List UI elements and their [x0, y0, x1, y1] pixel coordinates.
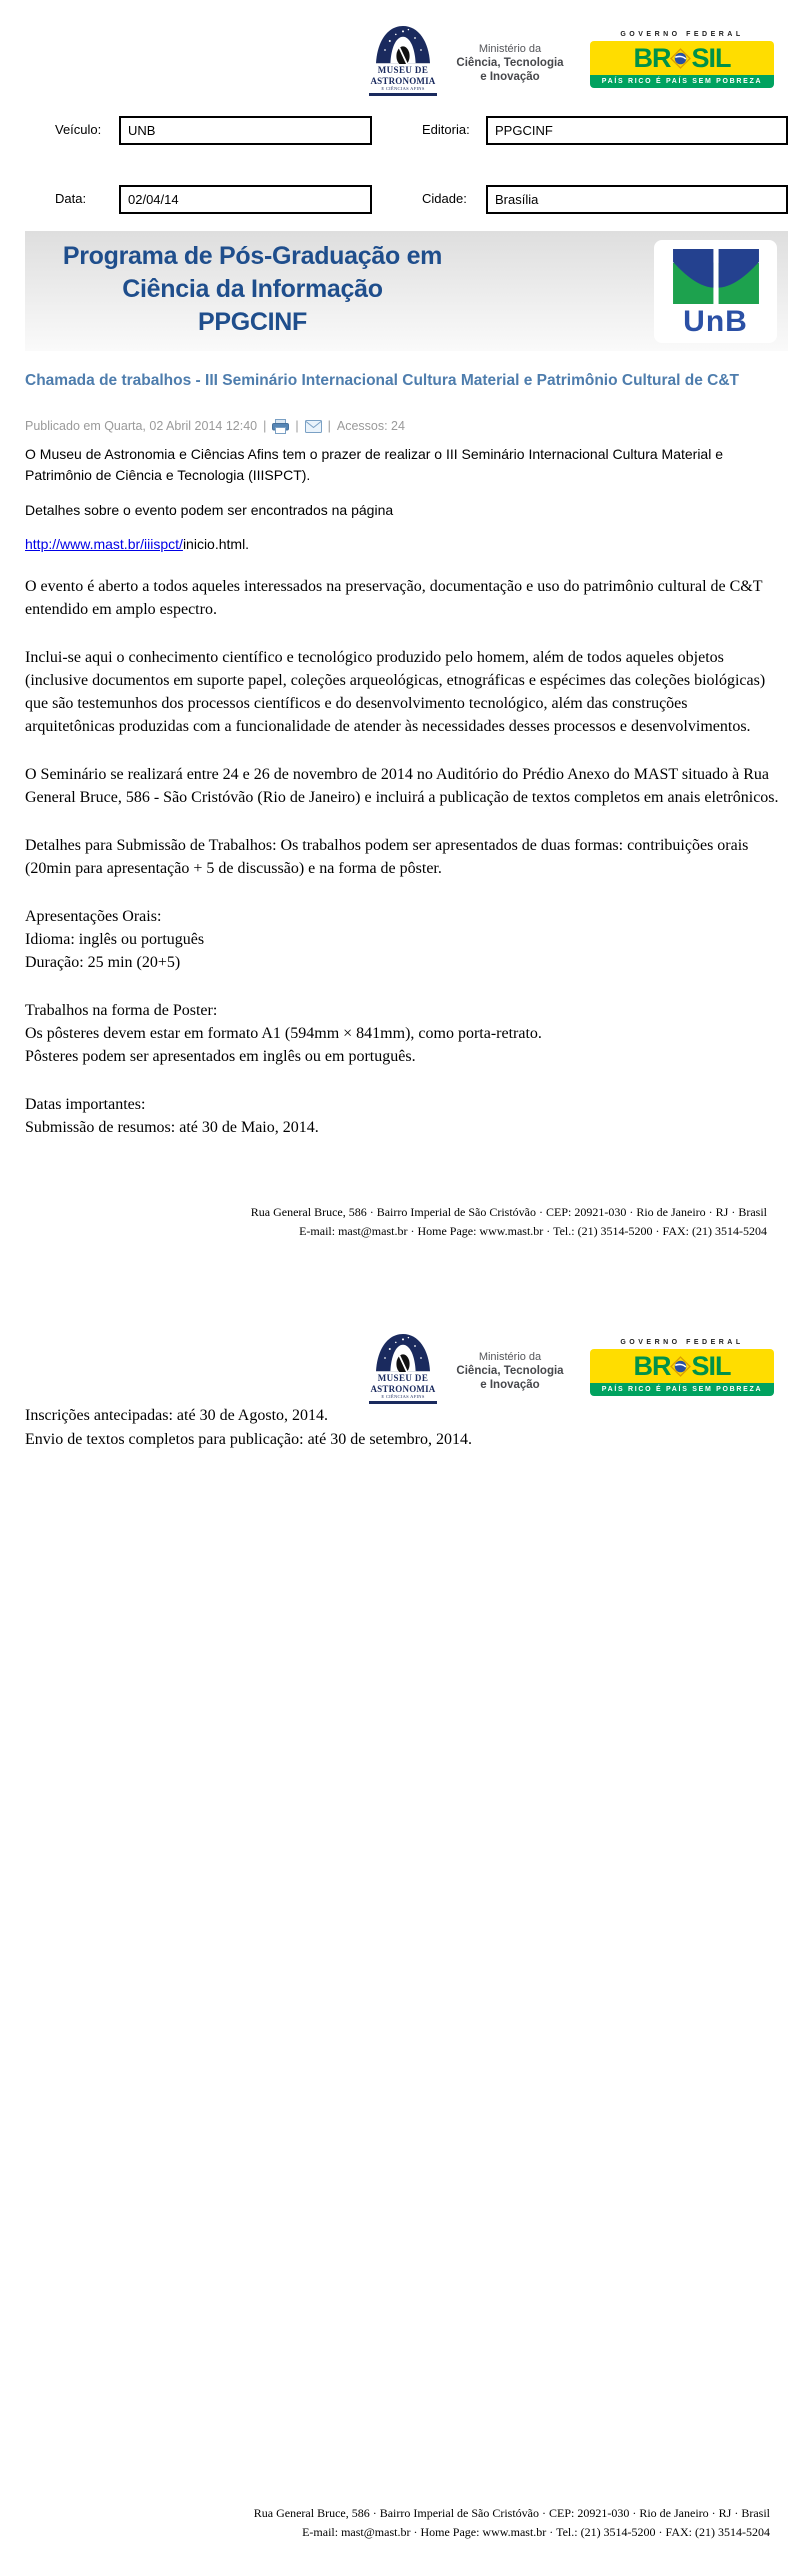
body-line: Trabalhos na forma de Poster: — [25, 1002, 218, 1019]
ppgcinf-banner — [25, 231, 788, 351]
unb-logo — [654, 240, 777, 343]
published-date: Publicado em Quarta, 02 Abril 2014 12:40 — [25, 419, 258, 433]
observatory-dome-icon — [373, 24, 433, 64]
ministry-logo-text: Ministério da — [478, 43, 542, 55]
brasil-tagline: PAÍS RICO É PAÍS SEM POBREZA — [590, 75, 774, 88]
body-line: Idioma: inglês ou português — [25, 931, 205, 948]
museum-logo-text: ASTRONOMIA — [370, 76, 436, 86]
brasil-letters: SIL — [691, 43, 731, 73]
mast-address-footer — [25, 1203, 767, 1241]
observatory-dome-icon — [373, 1332, 433, 1372]
museum-logo-bar — [369, 93, 437, 96]
banner-line: PPGCINF — [197, 308, 308, 336]
governo-federal-brasil-logo — [590, 1338, 774, 1396]
footer-line: E-mail: mast@mast.br · Home Page: www.mast.br · Tel.: (21) 3514-5200 · FAX: (21) 3514-5204 — [299, 1224, 767, 1238]
cidade-label: Cidade: — [422, 191, 467, 206]
brasil-wordmark — [590, 41, 774, 75]
inscription-dates — [25, 1404, 472, 1452]
detalhes-paragraph: Detalhes sobre o evento podem ser encontrados na página — [25, 502, 394, 518]
mast-address-footer — [28, 2504, 770, 2542]
article-meta — [25, 418, 405, 434]
museu-astronomia-logo — [369, 24, 437, 96]
poster-block — [25, 999, 781, 1068]
paragraph: Detalhes para Submissão de Trabalhos: Os trabalhos podem ser apresentados de duas formas: contribuições orais (20min para apresentação + 5 de discussão) e na forma de pôster. — [25, 837, 749, 877]
brasil-letters: BR — [633, 43, 671, 73]
body-line: Inscrições antecipadas: até 30 de Agosto, 2014. — [25, 1407, 329, 1424]
paragraph: O Seminário se realizará entre 24 e 26 de novembro de 2014 no Auditório do Prédio Anexo do MAST situado à Rua General Bruce, 586 - São Cristóvão (Rio de Janeiro) e incluirá a publicação de textos completos em anais eletrônicos. — [25, 766, 779, 806]
intro-paragraph: O Museu de Astronomia e Ciências Afins tem o prazer de realizar o III Seminário Internacional Cultura Material e Patrimônio de Ciência e Tecnologia (IIISPCT). — [25, 446, 723, 483]
banner-line: Programa de Pós-Graduação em — [62, 242, 443, 270]
body-line: Datas importantes: — [25, 1096, 146, 1113]
data-label: Data: — [55, 191, 87, 206]
museum-logo-text: MUSEU DE — [377, 1373, 429, 1383]
banner-line: Ciência da Informação — [122, 275, 383, 303]
acessos-count: Acessos: 24 — [336, 419, 405, 433]
brasil-letters: SIL — [691, 1351, 731, 1381]
museu-astronomia-logo — [369, 1332, 437, 1404]
meta-separator: | — [263, 419, 267, 433]
ministry-logo-text: e Inovação — [480, 71, 540, 83]
email-icon[interactable] — [305, 420, 322, 433]
brazil-flag-icon — [669, 1355, 692, 1378]
ministry-logo-text: e Inovação — [480, 1379, 540, 1391]
brazil-flag-icon — [669, 47, 692, 70]
banner-title — [25, 240, 480, 339]
museum-logo-text: MUSEU DE — [377, 65, 429, 75]
veiculo-field[interactable]: UNB — [119, 116, 372, 145]
oral-presentations-block — [25, 905, 781, 974]
museum-logo-subtext: E CIÊNCIAS AFINS — [381, 1394, 425, 1399]
ministerio-cti-logo — [448, 1350, 572, 1392]
footer-line: Rua General Bruce, 586 · Bairro Imperial de São Cristóvão · CEP: 20921-030 · Rio de Janeiro · RJ · Brasil — [250, 1205, 767, 1219]
meta-separator: | — [295, 419, 299, 433]
print-icon[interactable] — [272, 419, 289, 434]
paragraph: O evento é aberto a todos aqueles interessados na preservação, documentação e uso do patrimônio cultural de C&T entendido em amplo espectro. — [25, 578, 763, 618]
unb-wordmark: UnB — [683, 305, 748, 338]
brasil-wordmark — [590, 1349, 774, 1383]
ministry-logo-text: Ciência, Tecnologia — [456, 1365, 564, 1377]
museum-logo-subtext: E CIÊNCIAS AFINS — [381, 86, 425, 91]
veiculo-label: Veículo: — [55, 122, 102, 137]
body-line: Submissão de resumos: até 30 de Maio, 2014. — [25, 1119, 319, 1136]
paragraph: Inclui-se aqui o conhecimento científico e tecnológico produzido pelo homem, além de todos aqueles objetos (inclusive documentos em suporte papel, coleções arqueológicas, etnográficas e espécimes das coleções biológicas) que são testemunhos dos processos científicos e do desenvolvimento tecnológico, além das construções arquitetônicas produzidas com a funcionalidade de atender às necessidades desses processos e desenvolvimentos. — [25, 649, 766, 735]
iiispct-link[interactable]: http://www.mast.br/iiispct/ — [25, 536, 183, 552]
data-field[interactable]: 02/04/14 — [119, 185, 372, 214]
meta-separator: | — [327, 419, 331, 433]
body-line: Envio de textos completos para publicação: até 30 de setembro, 2014. — [25, 1431, 472, 1448]
body-line: Duração: 25 min (20+5) — [25, 954, 181, 971]
editoria-field[interactable]: PPGCINF — [486, 116, 788, 145]
governo-federal-brasil-logo — [590, 30, 774, 88]
body-line: Pôsteres podem ser apresentados em inglês ou em português. — [25, 1048, 416, 1065]
brasil-tagline: PAÍS RICO É PAÍS SEM POBREZA — [590, 1383, 774, 1396]
link-line — [25, 534, 777, 555]
brasil-letters: BR — [633, 1351, 671, 1381]
ministry-logo-text: Ciência, Tecnologia — [456, 57, 564, 69]
ministry-logo-text: Ministério da — [478, 1351, 542, 1363]
important-dates-block — [25, 1093, 781, 1139]
museum-logo-text: ASTRONOMIA — [370, 1384, 436, 1394]
footer-line: E-mail: mast@mast.br · Home Page: www.mast.br · Tel.: (21) 3514-5200 · FAX: (21) 3514-5204 — [302, 2525, 770, 2539]
body-line: Os pôsteres devem estar em formato A1 (594mm × 841mm), como porta-retrato. — [25, 1025, 542, 1042]
link-suffix: inicio.html. — [182, 536, 250, 552]
governo-federal-text: GOVERNO FEDERAL — [620, 31, 744, 38]
article-title: Chamada de trabalhos - III Seminário Internacional Cultura Material e Patrimônio Cultural de C&T — [25, 372, 739, 389]
article-body — [25, 575, 781, 1139]
ministerio-cti-logo — [448, 42, 572, 84]
footer-line: Rua General Bruce, 586 · Bairro Imperial de São Cristóvão · CEP: 20921-030 · Rio de Janeiro · RJ · Brasil — [253, 2506, 770, 2520]
cidade-field[interactable]: Brasília — [486, 185, 788, 214]
body-line: Apresentações Orais: — [25, 908, 162, 925]
unb-symbol-icon — [672, 249, 760, 304]
governo-federal-text: GOVERNO FEDERAL — [620, 1339, 744, 1346]
editoria-label: Editoria: — [422, 122, 470, 137]
